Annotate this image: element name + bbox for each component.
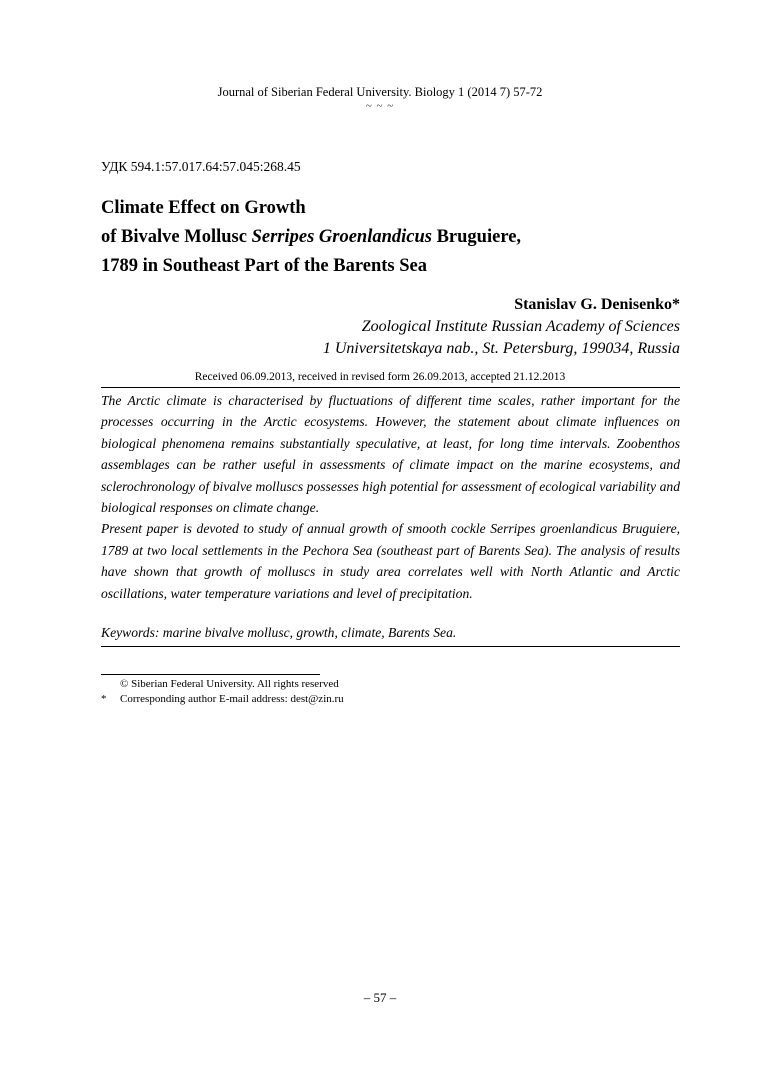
header-ornament: ~ ~ ~ xyxy=(365,100,395,112)
title-species-name: Serripes Groenlandicus xyxy=(251,227,432,247)
affiliation-address: 1 Universitetskaya nab., St. Petersburg, 199034, Russia xyxy=(322,340,680,357)
affiliation-institute: Zoological Institute Russian Academy of Sciences xyxy=(361,318,680,335)
author-block xyxy=(323,294,680,360)
footnote-rule xyxy=(101,674,320,675)
title-line-1: Climate Effect on Growth xyxy=(101,198,306,218)
keywords: Keywords: marine bivalve mollusc, growth, climate, Barents Sea. xyxy=(101,625,457,640)
abstract-bottom-rule xyxy=(101,646,680,647)
received-dates: Received 06.09.2013, received in revised form 26.09.2013, accepted 21.12.2013 xyxy=(194,371,566,383)
page-number: – 57 – xyxy=(363,990,397,1005)
title-line-2 xyxy=(101,223,701,252)
udk-code: УДК 594.1:57.017.64:57.045:268.45 xyxy=(101,159,301,174)
title-line-3: 1789 in Southeast Part of the Barents Sea xyxy=(101,256,427,276)
footnote-copyright xyxy=(101,677,501,692)
footnote-corresponding xyxy=(101,692,501,707)
footnote-copyright-text: © Siberian Federal University. All rights reserved xyxy=(120,678,339,690)
title-line-2-prefix: of Bivalve Mollusc xyxy=(101,227,252,247)
author-name: Stanislav G. Denisenko* xyxy=(514,296,680,313)
footnote-mark: * xyxy=(101,693,107,705)
footnotes xyxy=(101,677,501,707)
abstract xyxy=(101,390,680,604)
footnote-corresponding-text: Corresponding author E-mail address: dest@zin.ru xyxy=(120,693,344,705)
abstract-top-rule xyxy=(101,387,680,388)
abstract-paragraph-2: Present paper is devoted to study of annual growth of smooth cockle Serripes groenlandicus Bruguiere, 1789 at two local settlements in the Pechora Sea (southeast part of Barents Sea). The analysis of results have shown that growth of molluscs in study area correlates well with North Atlantic and Arctic oscillations, water temperature variations and level of precipitation. xyxy=(101,521,680,601)
journal-header: Journal of Siberian Federal University. Biology 1 (2014 7) 57-72 xyxy=(217,85,543,99)
title-line-2-suffix: Bruguiere, xyxy=(431,227,522,247)
abstract-paragraph-1: The Arctic climate is characterised by fluctuations of different time scales, rather important for the processes occurring in the Arctic ecosystems. However, the statement about climate influences on biological phenomena remains substantially speculative, at least, for long time intervals. Zoobenthos assemblages can be rather useful in assessments of climate impact on the marine ecosystems, and sclerochronology of bivalve molluscs possesses high potential for assessment of ecological variability and biological responses on climate change. xyxy=(101,393,680,516)
paper-title xyxy=(101,194,701,281)
